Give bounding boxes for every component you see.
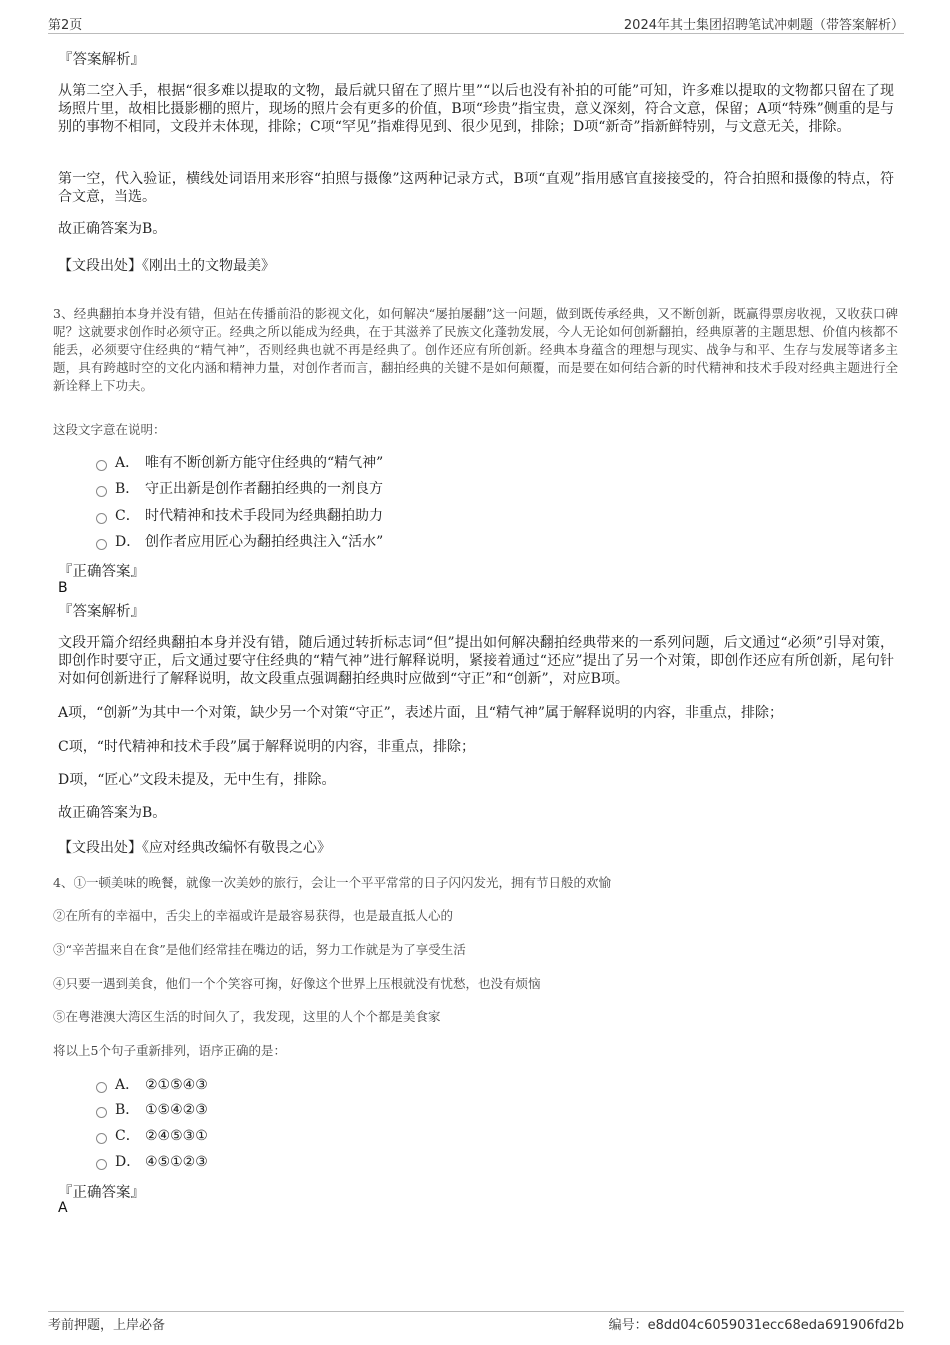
document-title: 2024年其士集团招聘笔试冲刺题（带答案解析） [623, 18, 904, 33]
footer-slogan: 考前押题，上岸必备 [48, 1318, 166, 1333]
q3-source: 【文段出处】《应对经典改编怀有敬畏之心》 [58, 840, 331, 856]
radio-icon[interactable] [96, 1107, 107, 1118]
q4-answer: A [58, 1200, 68, 1216]
q3-analysis-paragraph-2: A项，“创新”为其中一个对策，缺少另一个对策“守正”，表述片面，且“精气神”属于解释说明的内容，非重点，排除； [58, 705, 784, 721]
q3-prompt: 这段文字意在说明： [53, 422, 166, 437]
q4-prompt: 将以上5个句子重新排列，语序正确的是： [53, 1043, 286, 1058]
q4-sentence-5: ⑤在粤港澳大湾区生活的时间久了，我发现，这里的人个个都是美食家 [53, 1009, 441, 1024]
q3-answer: B [58, 580, 68, 596]
radio-icon[interactable] [96, 513, 107, 524]
q3-option-a[interactable]: A． 唯有不断创新方能守住经典的“精气神” [96, 454, 383, 472]
q4-sentence-1: 4、①一顿美味的晚餐，就像一次美妙的旅行，会让一个平平常常的日子闪闪发光，拥有节日般的欢愉 [53, 875, 611, 890]
header-divider [48, 33, 904, 34]
footer-code [609, 1314, 904, 1333]
q4-option-b[interactable]: B． ①⑤④②③ [96, 1101, 208, 1119]
q3-analysis-paragraph-4: D项，“匠心”文段未提及，无中生有，排除。 [58, 772, 336, 788]
q3-option-b[interactable]: B． 守正出新是创作者翻拍经典的一剂良方 [96, 480, 383, 498]
q2-source: 【文段出处】《刚出土的文物最美》 [58, 258, 275, 274]
q4-sentence-4: ④只要一遇到美食，他们一个个笑容可掬，好像这个世界上压根就没有忧愁，也没有烦恼 [53, 976, 541, 991]
q2-analysis-paragraph-2: 第一空，代入验证，横线处词语用来形容“拍照与摄像”这两种记录方式，B项“直观”指用感官直接接受的，符合拍照和摄像的特点，符合文意，当选。 [58, 171, 894, 205]
q3-analysis-paragraph-3: C项，“时代精神和技术手段”属于解释说明的内容，非重点，排除； [58, 739, 476, 755]
q3-analysis-label: 『答案解析』 [58, 604, 145, 620]
footer-code-value: e8dd04c6059031ecc68eda691906fd2b [647, 1318, 904, 1333]
q3-answer-label: 『正确答案』 [58, 564, 145, 580]
radio-icon[interactable] [96, 1082, 107, 1093]
q2-analysis-paragraph-1: 从第二空入手，根据“很多难以提取的文物，最后就只留在了照片里”“以后也没有补拍的可能”可知，许多难以提取的文物都只留在了现场照片里，故相比摄影棚的照片，现场的照片会有更多的价值，B项“珍贵”指宝贵，意义深刻，符合文意，保留；A项“特殊”侧重的是与别的事物不相同，文段并未体现，排除；C项“罕见”指难得见到、很少见到，排除；D项“新奇”指新鲜特别，与文意无关，排除。 [58, 83, 894, 135]
q3-option-d[interactable]: D． 创作者应用匠心为翻拍经典注入“活水” [96, 533, 383, 551]
footer-code-label: 编号： [608, 1318, 648, 1333]
q4-sentence-3: ③“辛苦揾来自在食”是他们经常挂在嘴边的话，努力工作就是为了享受生活 [53, 942, 466, 957]
q3-option-c[interactable]: C． 时代精神和技术手段同为经典翻拍助力 [96, 507, 383, 525]
radio-icon[interactable] [96, 1159, 107, 1170]
q3-analysis-paragraph-1: 文段开篇介绍经典翻拍本身并没有错，随后通过转折标志词“但”提出如何解决翻拍经典带来的一系列问题，后文通过“必须”引导对策，即创作时要守正，后文通过要守住经典的“精气神”进行解释说明，紧接着通过“还应”提出了另一个对策，即创作还应有所创新，尾句针对如何创新进行了解释说明，故文段重点强调翻拍经典时应做到“守正”和“创新”，对应B项。 [58, 635, 894, 687]
q2-conclusion: 故正确答案为B。 [58, 221, 167, 237]
q4-option-c[interactable]: C． ②④⑤③① [96, 1127, 208, 1145]
q4-sentence-2: ②在所有的幸福中，舌尖上的幸福或许是最容易获得，也是最直抵人心的 [53, 908, 454, 923]
q3-question-text: 3、经典翻拍本身并没有错，但站在传播前沿的影视文化，如何解决“屡拍屡翻”这一问题，做到既传承经典，又不断创新，既赢得票房收视，又收获口碑呢？这就要求创作时必须守正。经典之所以能成为经典，在于其滋养了民族文化蓬勃发展，今人无论如何创新翻拍，经典原著的主题思想、价值内核都不能丢，必须要守住经典的“精气神”，否则经典也就不再是经典了。创作还应有所创新。经典本身蕴含的理想与现实、战争与和平、生存与发展等诸多主题，具有跨越时空的文化内涵和精神力量，对创作者而言，翻拍经典的关键不是如何颠覆，而是要在如何结合新的时代精神和技术手段对经典主题进行全新诠释上下功夫。 [53, 306, 898, 393]
q2-analysis-label: 『答案解析』 [58, 52, 145, 68]
footer-divider [48, 1311, 904, 1312]
q4-option-a[interactable]: A． ②①⑤④③ [96, 1076, 208, 1094]
radio-icon[interactable] [96, 1133, 107, 1144]
q4-option-d[interactable]: D． ④⑤①②③ [96, 1153, 208, 1171]
q3-conclusion: 故正确答案为B。 [58, 805, 167, 821]
radio-icon[interactable] [96, 486, 107, 497]
q4-answer-label: 『正确答案』 [58, 1185, 145, 1201]
radio-icon[interactable] [96, 460, 107, 471]
radio-icon[interactable] [96, 539, 107, 550]
page-number: 第2页 [48, 18, 83, 33]
